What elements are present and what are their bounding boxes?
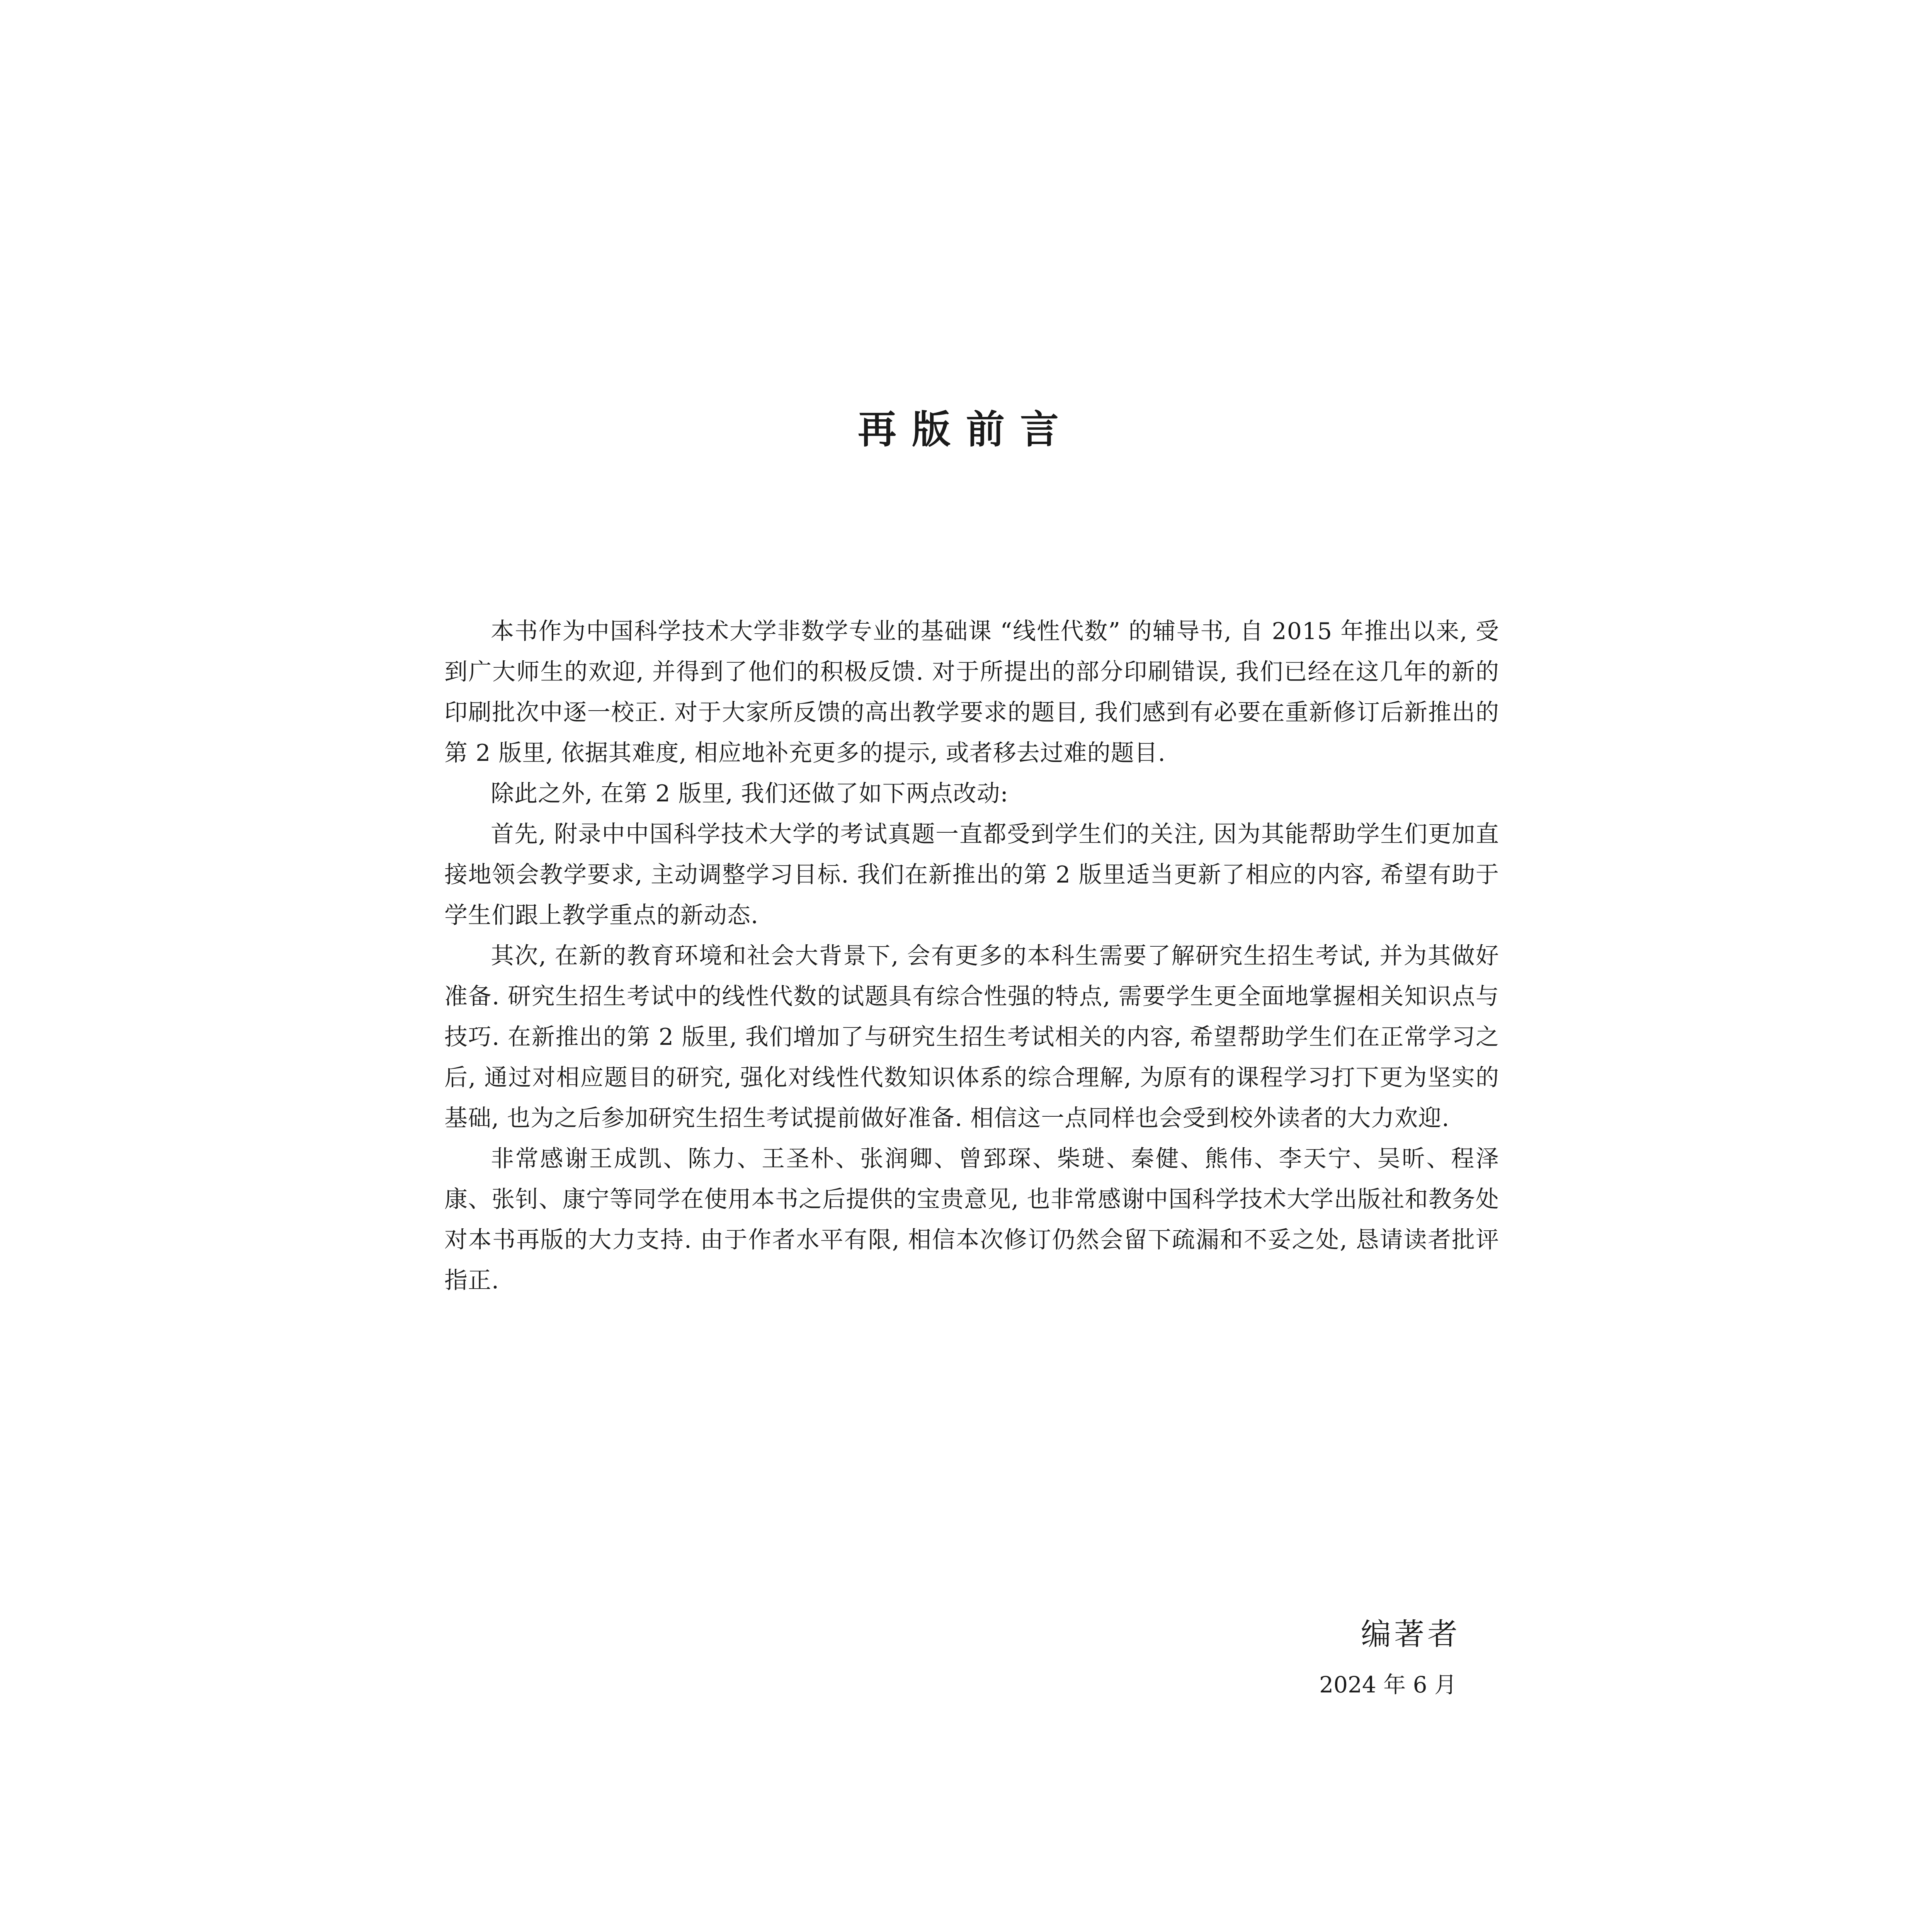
paragraph-4: 其次, 在新的教育环境和社会大背景下, 会有更多的本科生需要了解研究生招生考试, 并为其做好准备. 研究生招生考试中的线性代数的试题具有综合性强的特点, 需要学生更全面地掌握相关知识点与技巧. 在新推出的第 2 版里, 我们增加了与研究生招生考试相关的内容, 希望帮助学生们在正常学习之后, 通过对相应题目的研究, 强化对线性代数知识体系的综合理解, 为原有的课程学习打下更为坚实的基础, 也为之后参加研究生招生考试提前做好准备. 相信这一点同样也会受到校外读者的大力欢迎. bbox=[444, 942, 1499, 1132]
paragraph-1: 本书作为中国科学技术大学非数学专业的基础课 “线性代数” 的辅导书, 自 2015 年推出以来, 受到广大师生的欢迎, 并得到了他们的积极反馈. 对于所提出的部分印刷错误, 我们已经在这几年的新的印刷批次中逐一校正. 对于大家所反馈的高出教学要求的题目, 我们感到有必要在重新修订后新推出的第 2 版里, 依据其难度, 相应地补充更多的提示, 或者移去过难的题目. bbox=[444, 618, 1499, 767]
signature-author: 编著者 bbox=[1361, 1617, 1461, 1652]
paragraph-5: 非常感谢王成凯、陈力、王圣朴、张润卿、曾郅琛、柴琎、秦健、熊伟、李天宁、吴昕、程泽康、张钊、康宁等同学在使用本书之后提供的宝贵意见, 也非常感谢中国科学技术大学出版社和教务处对本书再版的大力支持. 由于作者水平有限, 相信本次修订仍然会留下疏漏和不妥之处, 恳请读者批评指正. bbox=[444, 1145, 1499, 1294]
paragraph-2: 除此之外, 在第 2 版里, 我们还做了如下两点改动: bbox=[491, 780, 1009, 807]
paragraph-3: 首先, 附录中中国科学技术大学的考试真题一直都受到学生们的关注, 因为其能帮助学生们更加直接地领会教学要求, 主动调整学习目标. 我们在新推出的第 2 版里适当更新了相应的内容, 希望有助于学生们跟上教学重点的新动态. bbox=[444, 821, 1499, 929]
page-title: 再版前言 bbox=[858, 407, 1074, 452]
preface-body bbox=[444, 611, 1499, 1301]
signature-date: 2024 年 6 月 bbox=[1319, 1672, 1457, 1698]
